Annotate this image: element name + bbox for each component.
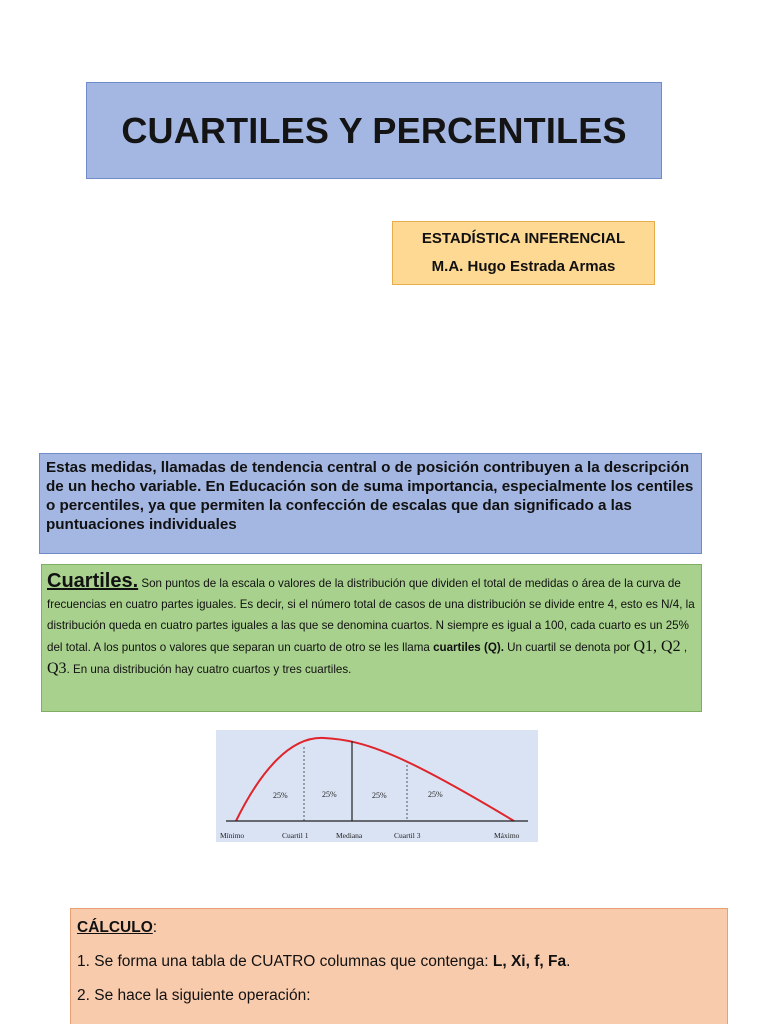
page-title: CUARTILES Y PERCENTILES: [121, 109, 627, 151]
course-name: ESTADÍSTICA INFERENCIAL: [421, 230, 626, 247]
q-sep-1: ,: [653, 638, 662, 655]
cuartiles-text-2: Un cuartil se denota por: [503, 641, 634, 654]
calculo-step-1: [77, 953, 721, 971]
q-sep-2: ,: [680, 641, 688, 654]
cuartiles-text-1: Son puntos de la escala o valores de la distribución que dividen el total de medidas o área de la curva de frecuencias en cuatro partes iguales. Es decir, si el número total de casos de una distribución se divide entre 4, esto es N/4, la distribución queda en cuatro partes iguales a las que se denomina cuartos. N siempre es igual a 100, cada cuarto es un 25% del total. A los puntos o valores que separan un cuarto de otro se les llama: [47, 577, 695, 654]
step-1-prefix: 1. Se forma una tabla de CUATRO columnas que contenga:: [77, 953, 493, 970]
intro-box: [39, 453, 702, 554]
calculo-box: [70, 908, 728, 1024]
segment-label-2: 25%: [322, 790, 337, 799]
axis-label-maximo: Máximo: [494, 831, 520, 840]
q2-label: Q2: [661, 638, 681, 655]
author-name: M.A. Hugo Estrada Armas: [431, 258, 616, 275]
calculo-heading-suffix: :: [152, 919, 158, 936]
axis-label-minimo: Mínimo: [220, 831, 245, 840]
calculo-step-2: 2. Se hace la siguiente operación:: [77, 987, 311, 1004]
cuartiles-box: [41, 564, 702, 712]
q1-label: Q1: [633, 638, 654, 655]
step-1-columns: L, Xi, f, Fa: [492, 953, 567, 970]
step-1-suffix: .: [566, 953, 571, 970]
calculo-heading-line: [77, 919, 721, 937]
quartile-chart: [216, 730, 538, 842]
title-banner: [86, 82, 662, 179]
subject-box: [392, 221, 655, 285]
segment-label-3: 25%: [372, 791, 387, 800]
q3-label: Q3: [47, 660, 67, 677]
calculo-heading: CÁLCULO: [77, 919, 153, 936]
segment-label-4: 25%: [428, 790, 443, 799]
axis-label-cuartil-3: Cuartil 3: [394, 831, 421, 840]
intro-text: Estas medidas, llamadas de tendencia central o de posición contribuyen a la descripción de un hecho variable. En Educación son de suma importancia, especialmente los centiles o percentiles, ya que permiten la confección de escalas que dan significado a las puntuaciones individuales: [46, 459, 694, 533]
cuartiles-bold-term: cuartiles (Q).: [433, 641, 504, 654]
axis-label-cuartil-1: Cuartil 1: [282, 831, 309, 840]
cuartiles-heading: Cuartiles.: [47, 570, 139, 592]
cuartiles-text-3: . En una distribución hay cuatro cuartos y tres cuartiles.: [66, 663, 352, 676]
segment-label-1: 25%: [273, 791, 288, 800]
chart-background: [216, 730, 538, 842]
axis-label-mediana: Mediana: [336, 831, 363, 840]
